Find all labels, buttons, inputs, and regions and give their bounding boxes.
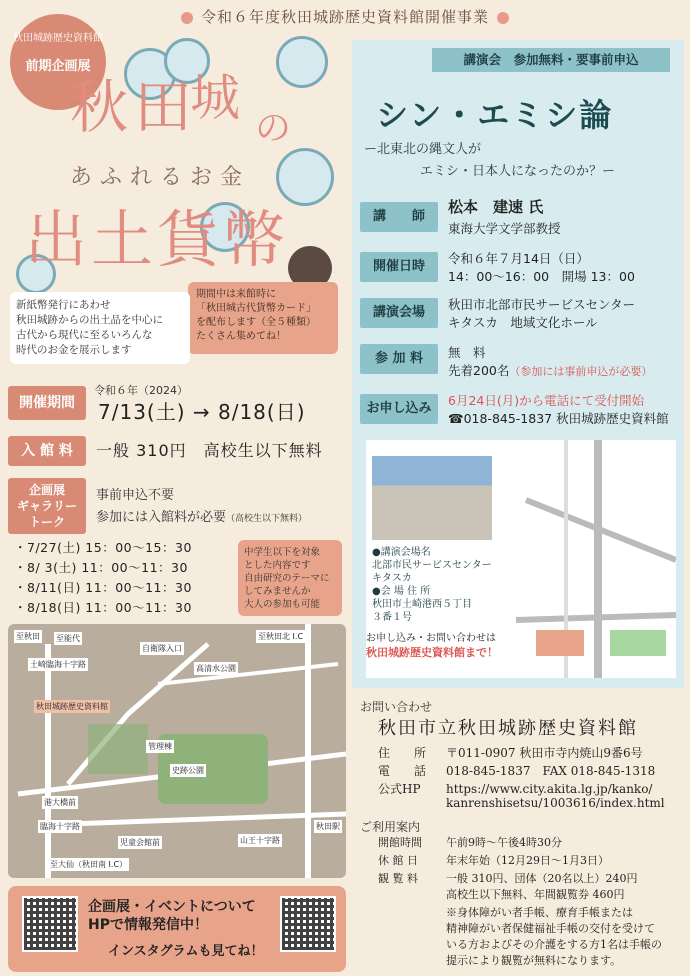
venue-label: 講演会場	[360, 298, 438, 328]
caption-line: キタスカ	[372, 573, 412, 584]
inquiry-key: 住 所	[378, 746, 427, 760]
talk-line-1: 事前申込不要	[96, 488, 175, 503]
intro-text	[10, 292, 190, 364]
lecture-subtitle: ー北東北の縄文人が	[364, 142, 482, 157]
datetime-line: 令和６年７月14日（日）	[448, 251, 589, 266]
badge-line: 秋田城跡歴史資料館	[13, 33, 103, 44]
guide-row	[378, 952, 621, 969]
inquiry-row	[378, 762, 655, 779]
fee-lecture-note: （参加には事前申込が必要）	[509, 365, 653, 378]
guide-row	[378, 870, 637, 887]
junior-line: 自由研究のテーマに	[244, 573, 330, 584]
card-line: を配布します（全５種類）	[196, 317, 316, 328]
guide-key: 観 覧 料	[378, 872, 418, 885]
website-link[interactable]: https://www.city.akita.lg.jp/kanko/	[446, 782, 653, 796]
guide-row	[378, 886, 625, 903]
guide-value: いる方およびその介護をする方1名は手帳の	[446, 938, 662, 951]
map-label: 臨海十字路	[40, 822, 80, 831]
contact-line: 秋田城跡歴史資料館まで！	[366, 646, 498, 659]
inquiry-value: 〒011-0907 秋田市寺内焼山9番6号	[446, 746, 643, 760]
fee-lecture-line	[448, 362, 652, 381]
junior-line: 中学生以下を対象	[244, 547, 321, 558]
inquiry-heading: お問い合わせ	[360, 700, 433, 714]
venue-photo	[372, 456, 492, 540]
schedule-item: ・8/11(日) 11：00～11：30	[14, 580, 192, 595]
inquiry-key: 公式HP	[378, 782, 421, 796]
schedule-item: ・8/18(日) 11：00～11：30	[14, 600, 192, 615]
junior-line: してみませんか	[244, 586, 311, 597]
caption-line: ●講演会場名	[372, 547, 431, 558]
map-label: 至大仙（秋田南 I.C）	[50, 860, 128, 869]
apply-line: 6月24日(月)から電話にて受付開始	[448, 393, 645, 408]
datetime-line: 14：00～16：00 開場 13：00	[448, 269, 635, 284]
title-main: 出土貨幣	[25, 203, 290, 276]
map-label: 児童会館前	[120, 838, 160, 847]
lecturer-label: 講 師	[360, 202, 438, 232]
instagram-text: インスタグラムも見てね！	[108, 944, 264, 959]
venue-caption	[372, 546, 492, 624]
lecturer-title: 東海大学文学部教授	[448, 221, 561, 236]
guide-value: 高校生以下無料、年間観覧券 460円	[446, 888, 625, 901]
guide-key: 休 館 日	[378, 854, 418, 867]
guide-value: ※身体障がい者手帳、療育手帳または	[446, 906, 633, 919]
header-title: 令和６年度秋田城跡歴史資料館開催事業	[200, 8, 489, 26]
period-label: 開催期間	[8, 386, 86, 420]
junior-line: とした内容です	[244, 560, 311, 571]
lecture-subtitle: エミシ・日本人になったのか？ー	[420, 164, 616, 179]
schedule-item: ・7/27(土) 15：00～15：30	[14, 540, 192, 555]
guide-row	[378, 834, 562, 851]
guide-key: 開館時間	[378, 836, 422, 849]
talk-line-2-note: （高校生以下無料）	[226, 514, 308, 524]
title-subtitle: あふれるお金	[70, 165, 251, 190]
map-label: 史跡公園	[172, 766, 204, 775]
fee-lecture-label: 参 加 料	[360, 344, 438, 374]
website-link[interactable]: kanrenshisetsu/1003616/index.html	[446, 796, 665, 810]
talk-label-line: ギャラリー	[16, 499, 77, 513]
access-map	[8, 624, 346, 878]
period-dates: 7/13(土) → 8/18(日)	[98, 400, 306, 424]
coin-icon	[276, 36, 328, 88]
map-label: 土崎臨海十字路	[30, 660, 86, 669]
fee-label: 入 館 料	[8, 436, 86, 466]
qr-code-instagram[interactable]	[280, 896, 336, 952]
guide-row	[378, 904, 633, 921]
venue-line: 秋田市北部市民サービスセンター	[448, 297, 636, 312]
caption-line: ●会 場 住 所	[372, 586, 431, 597]
intro-line: 古代から現代に至るいろんな	[16, 329, 153, 341]
badge-line: 前期企画展	[25, 59, 91, 74]
inquiry-row	[378, 780, 652, 797]
apply-line: ☎018-845-1837 秋田城跡歴史資料館	[448, 411, 669, 426]
lecture-header: 講演会 参加無料・要事前申込	[432, 48, 670, 72]
lecturer-name: 松本 建速 氏	[448, 198, 544, 216]
inquiry-row	[378, 744, 643, 761]
guide-value: 提示により観覧が無料になります。	[446, 954, 622, 967]
sns-line: 企画展・イベントについて	[88, 899, 256, 915]
inquiry-value: 018-845-1837 FAX 018-845-1318	[446, 764, 656, 778]
guide-value: 年末年始（12月29日～1月3日）	[446, 854, 609, 867]
title-jo: 城	[190, 69, 240, 127]
card-notice	[188, 282, 338, 354]
guide-row	[378, 936, 662, 953]
fee-lecture-line: 無 料	[448, 345, 486, 360]
fee-lecture-capacity: 先着200名	[448, 363, 510, 378]
card-line: 「秋田城古代貨幣カード」	[196, 303, 316, 314]
intro-line: 新紙幣発行にあわせ	[16, 299, 111, 311]
map-label: 山王十字路	[240, 836, 280, 845]
talk-line-2	[96, 506, 307, 525]
talk-line-2-text: 参加には入館料が必要	[96, 510, 227, 525]
card-line: 期間中は来館時に	[196, 289, 276, 300]
talk-label	[8, 478, 86, 534]
sns-line: HPで情報発信中！	[88, 917, 208, 933]
map-label: 高清水公園	[196, 664, 236, 673]
junior-notice	[238, 540, 342, 616]
talk-label-line: 企画展	[28, 483, 65, 497]
map-label: 秋田駅	[316, 822, 340, 831]
lecture-title: シン・エミシ論	[376, 96, 614, 134]
guide-row	[378, 852, 609, 869]
period-year: 令和６年（2024）	[94, 384, 188, 397]
flower-icon	[497, 12, 509, 24]
card-line: たくさん集めてね！	[196, 331, 286, 342]
title-no: の	[255, 108, 292, 149]
caption-line: 北部市民サービスセンター	[372, 560, 492, 571]
guide-row	[378, 920, 655, 937]
header-bar	[0, 6, 690, 27]
map-label: 至秋田	[16, 632, 40, 641]
fee-text: 一般 310円 高校生以下無料	[96, 441, 323, 460]
apply-label: お申し込み	[360, 394, 438, 424]
inquiry-org: 秋田市立秋田城跡歴史資料館	[378, 718, 638, 739]
talk-label-line: トーク	[28, 515, 65, 529]
guide-value: 一般 310円、団体（20名以上）240円	[446, 872, 638, 885]
guide-value: 午前9時～午後4時30分	[446, 836, 562, 849]
contact-note	[366, 632, 526, 668]
map-label: 至秋田北 I.C	[258, 632, 304, 641]
caption-line: 秋田市土崎港西５丁目	[372, 599, 472, 610]
map-label: 港大橋前	[44, 798, 76, 807]
datetime-label: 開催日時	[360, 252, 438, 282]
intro-line: 時代のお金を展示します	[16, 344, 132, 356]
flower-icon	[181, 12, 193, 24]
sns-text	[88, 898, 256, 934]
caption-line: ３番１号	[372, 612, 412, 623]
schedule-item: ・8/ 3(土) 11：00～11：30	[14, 560, 188, 575]
map-label: 管理棟	[148, 742, 172, 751]
map-label: 秋田城跡歴史資料館	[36, 702, 108, 711]
map-label: 自衛隊入口	[142, 644, 182, 653]
guide-heading: ご利用案内	[360, 820, 421, 834]
inquiry-key: 電 話	[378, 764, 427, 778]
qr-code-hp[interactable]	[22, 896, 78, 952]
guide-value: 精神障がい者保健福祉手帳の交付を受けて	[446, 922, 655, 935]
inquiry-row	[378, 796, 665, 810]
intro-line: 秋田城跡からの出土品を中心に	[16, 314, 163, 326]
map-label: 至能代	[56, 634, 80, 643]
venue-line: キタスカ 地域文化ホール	[448, 315, 598, 330]
contact-line: お申し込み・お問い合わせは	[366, 633, 496, 644]
junior-line: 大人の参加も可能	[244, 599, 321, 610]
title-akita: 秋田	[70, 73, 199, 141]
